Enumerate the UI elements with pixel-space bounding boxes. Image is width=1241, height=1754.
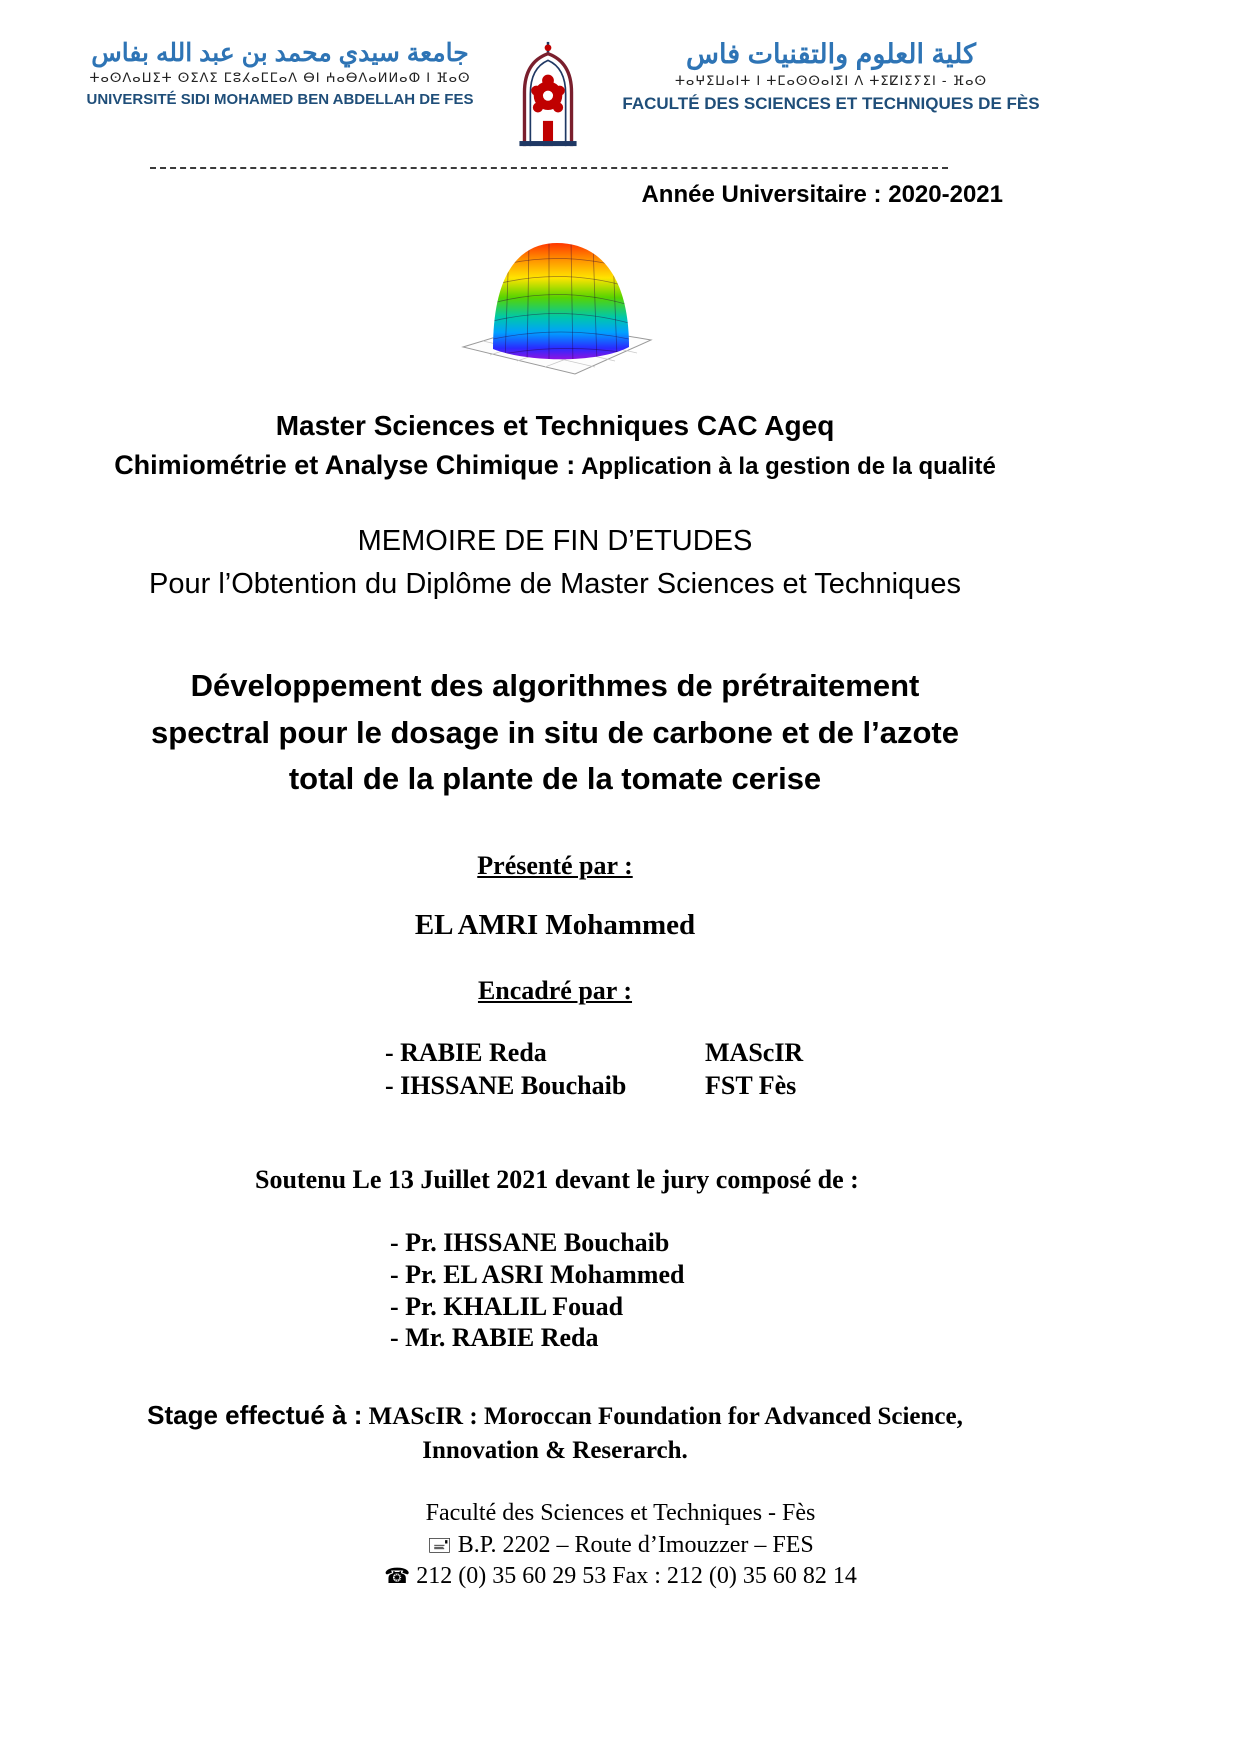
master-program-title: Master Sciences et Techniques CAC Ageq xyxy=(275,410,835,441)
faculty-name-arabic: كلية العلوم والتقنيات فاس xyxy=(686,39,976,69)
surface-plot-figure xyxy=(449,364,661,381)
content-column xyxy=(0,227,1110,1467)
jury-member: - Mr. RABIE Reda xyxy=(390,1323,599,1353)
page-header xyxy=(0,0,1241,153)
supervisor-row xyxy=(385,1069,1110,1103)
jury-member: - Pr. IHSSANE Bouchaib xyxy=(390,1228,670,1258)
thesis-title-line-2: spectral pour le dosage in situ de carbone et de l’azote xyxy=(151,714,959,750)
supervisor-name: - IHSSANE Bouchaib xyxy=(385,1071,627,1101)
internship-description: Moroccan Foundation for Advanced Science, Innovation & Reserarch. xyxy=(422,1402,963,1464)
supervisor-name: - RABIE Reda xyxy=(385,1037,547,1067)
master-program-subtitle xyxy=(0,450,1110,481)
supervised-by-label: Encadré par : xyxy=(477,975,633,1005)
program-subtitle-rest: Application à la gestion de la qualité xyxy=(575,453,996,480)
telephone-icon: ☎ xyxy=(384,1564,411,1589)
thesis-title-line-3: total de la plante de la tomate cerise xyxy=(288,761,822,796)
emblem-icon xyxy=(506,40,590,153)
university-logo xyxy=(490,38,606,153)
program-subtitle-bold: Chimiométrie et Analyse Chimique : xyxy=(114,450,576,480)
footer-address-line xyxy=(0,1530,1241,1562)
academic-year: Année Universitaire : 2020-2021 xyxy=(641,181,1003,208)
jury-member: - Pr. KHALIL Fouad xyxy=(390,1291,624,1321)
dashed-separator xyxy=(150,167,948,169)
thesis-title xyxy=(0,663,1110,803)
thesis-title-line-1: Développement des algorithmes de prétraitement xyxy=(190,668,920,703)
supervisor-row xyxy=(385,1036,1110,1070)
university-name-latin: UNIVERSITÉ SIDI MOHAMED BEN ABDELLAH DE FES xyxy=(86,90,474,108)
faculty-name-latin: FACULTÉ DES SCIENCES ET TECHNIQUES DE FÈS xyxy=(622,94,1040,113)
supervisor-affiliation: MAScIR xyxy=(705,1037,804,1067)
internship-line xyxy=(115,1398,995,1468)
supervisors-list xyxy=(385,1036,1110,1104)
jury-member: - Pr. EL ASRI Mohammed xyxy=(390,1259,685,1289)
page-footer xyxy=(0,1498,1241,1593)
memoire-subheading: Pour l’Obtention du Diplôme de Master Sciences et Techniques xyxy=(149,568,961,600)
author-name: EL AMRI Mohammed xyxy=(414,908,696,941)
envelope-icon: 🖃 xyxy=(427,1532,452,1557)
figure-wrap xyxy=(0,227,1110,382)
faculty-name-tifinagh: ⵜⴰⵖⵉⵡⴰⵏⵜ ⵏ ⵜⵎⴰⵙⵙⴰⵏⵉⵏ ⴷ ⵜⵉⵇⵏⵉⵢⵉⵏ - ⴼⴰⵙ xyxy=(674,73,988,89)
university-name-arabic: جامعة سيدي محمد بن عبد الله بفاس xyxy=(91,39,469,67)
faculty-block xyxy=(606,38,1056,114)
footer-phone-line xyxy=(0,1561,1241,1593)
internship-org: MAScIR : xyxy=(362,1402,478,1430)
defense-date-line: Soutenu Le 13 Juillet 2021 devant le jury composé de : xyxy=(255,1165,859,1195)
supervisor-affiliation: FST Fès xyxy=(705,1071,797,1101)
internship-label: Stage effectué à : xyxy=(147,1399,363,1430)
presented-by-label: Présenté par : xyxy=(477,850,633,880)
university-name-tifinagh: ⵜⴰⵙⴷⴰⵡⵉⵜ ⵙⵉⴷⵉ ⵎⵓⵃⴰⵎⵎⴰⴷ ⴱⵏ ⵄⴰⴱⴷⴰⵍⵍⴰⵀ ⵏ ⴼⴰⵙ xyxy=(89,71,471,87)
jury-list xyxy=(390,1227,1110,1354)
footer-phone-text: 212 (0) 35 60 29 53 Fax : 212 (0) 35 60 82 14 xyxy=(416,1563,857,1590)
memoire-heading: MEMOIRE DE FIN D’ETUDES xyxy=(357,525,753,557)
footer-address-text: B.P. 2202 – Route d’Imouzzer – FES xyxy=(457,1531,814,1558)
footer-faculty-line: Faculté des Sciences et Techniques - Fès xyxy=(425,1500,816,1526)
university-block xyxy=(70,38,490,109)
